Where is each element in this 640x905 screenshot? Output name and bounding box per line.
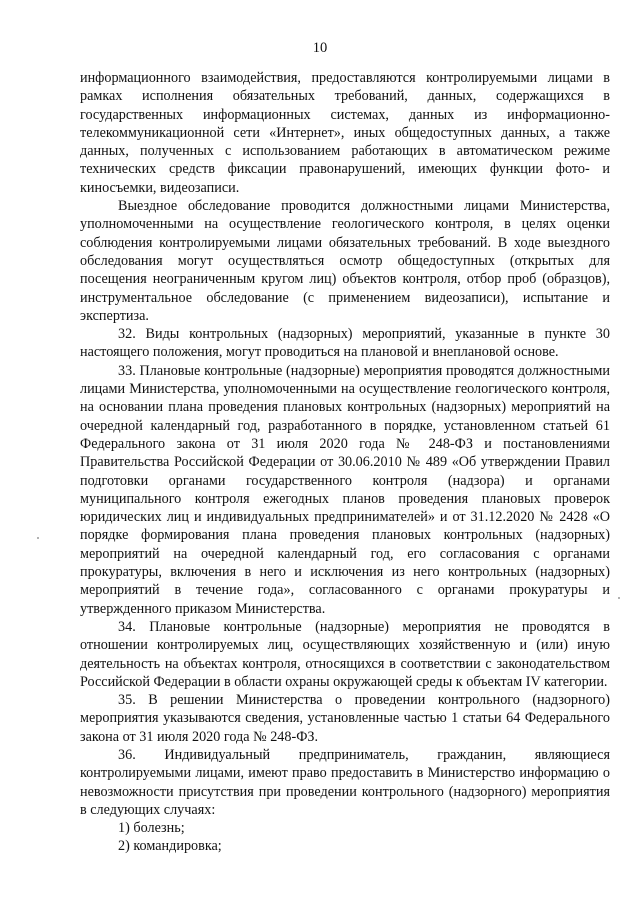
list-item-business-trip: 2) командировка; xyxy=(118,838,222,855)
paragraph-field-survey: Выездное обследование проводится должностными лицами Министерства, уполномоченными на осуществление геологического контроля, в целях оценки соблюдения контролируемыми лицами обязательных требований. В ходе выездного обследования могут осуществляться осмотр общедоступных (открытых для посещения неограниченным кругом лиц) объектов контроля, отбор проб (образцов), инструментальное обследование (с применением видеозаписи), испытание и экспертиза. xyxy=(80,198,610,324)
paragraph-item-33: 33. Плановые контрольные (надзорные) мероприятия проводятся должностными лицами Министерства, уполномоченными на осуществление геологического контроля, на основании плана проведения плановых контрольных (надзорных) мероприятий на очередной календарный год, разработанного в порядке, установленном статьей 61 Федерального закона от 31 июля 2020 года № 248-ФЗ и постановлениями Правительства Российской Федерации от 30.06.2010 № 489 «Об утверждении Правил подготовки органами государственного контроля (надзора) и органами муниципального контроля ежегодных планов проведения плановых проверок юридических лиц и индивидуальных предпринимателей» и от 31.12.2020 № 2428 «О порядке формирования плана проведения плановых контрольных (надзорных) мероприятий на очередной календарный год, его согласования с органами прокуратуры, включения в него и исключения из него контрольных (надзорных) мероприятий в течение года», согласованного с органами прокуратуры и утвержденного приказом Министерства. xyxy=(80,362,610,617)
paragraph-item-32: 32. Виды контрольных (надзорных) мероприятий, указанные в пункте 30 настоящего положения, могут проводиться на плановой и внеплановой основе. xyxy=(80,326,610,361)
page-number: 10 xyxy=(312,40,328,56)
scan-speck xyxy=(37,537,39,539)
document-body xyxy=(80,69,610,856)
paragraph-item-36: 36. Индивидуальный предприниматель, гражданин, являющиеся контролируемыми лицами, имеют право предоставить в Министерство информацию о невозможности присутствия при проведении контрольного (надзорного) мероприятия в следующих случаях: xyxy=(80,746,610,818)
paragraph-item-35: 35. В решении Министерства о проведении контрольного (надзорного) мероприятия указываются сведения, установленные частью 1 статьи 64 Федерального закона от 31 июля 2020 года № 248-ФЗ. xyxy=(80,692,610,745)
paragraph-continuation: информационного взаимодействия, предоставляются контролируемыми лицами в рамках исполнения обязательных требований, данных, содержащихся в государственных информационных системах, данных из информационно-телекоммуникационной сети «Интернет», иных общедоступных данных, а также данных, полученных с использованием работающих в автоматическом режиме технических средств фиксации правонарушений, имеющих функции фото- и киносъемки, видеозаписи. xyxy=(80,70,610,196)
list-item-illness: 1) болезнь; xyxy=(118,820,185,837)
scan-speck xyxy=(618,597,620,599)
paragraph-item-34: 34. Плановые контрольные (надзорные) мероприятия не проводятся в отношении контролируемых лиц, осуществляющих хозяйственную и (или) иную деятельность на объектах контроля, относящихся в соответствии с законодательством Российской Федерации в области охраны окружающей среды к объектам IV категории. xyxy=(80,618,610,690)
